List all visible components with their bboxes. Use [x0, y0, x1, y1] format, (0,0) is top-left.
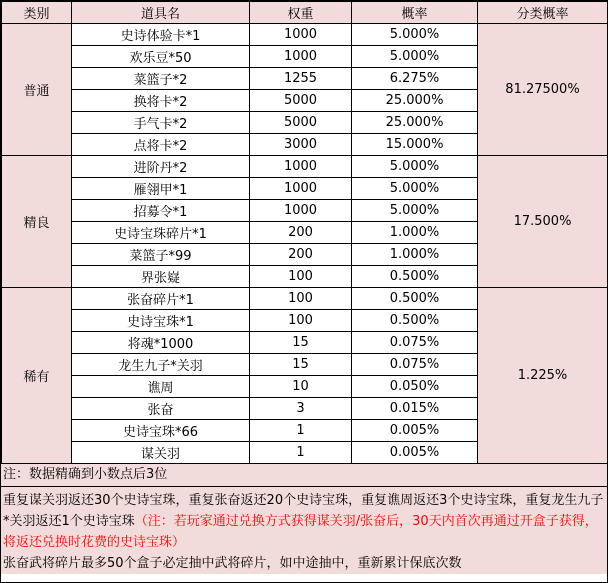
rate-cell: 5.000% [352, 178, 478, 200]
weight-cell: 100 [250, 310, 352, 332]
rate-cell: 0.500% [352, 266, 478, 288]
weight-cell: 5000 [250, 112, 352, 134]
header-group-probability: 分类概率 [478, 2, 608, 24]
rate-cell: 5.000% [352, 24, 478, 46]
item-name-cell: 谯周 [72, 376, 250, 398]
item-name-cell: 菜篮子*99 [72, 244, 250, 266]
exchange-return-note: （注：若玩家通过兑换方式获得谋关羽/张奋后，30天内首次再通过开盒子获得，将返还兑换时花费的史诗宝珠） [3, 514, 598, 550]
item-name-cell: 招募令*1 [72, 200, 250, 222]
rate-cell: 0.050% [352, 376, 478, 398]
rate-cell: 25.000% [352, 90, 478, 112]
header-weight: 权重 [250, 2, 352, 24]
item-name-cell: 龙生九子*关羽 [72, 354, 250, 376]
item-name-cell: 欢乐豆*50 [72, 46, 250, 68]
item-name-cell: 张奋 [72, 398, 250, 420]
weight-cell: 3 [250, 398, 352, 420]
rate-cell: 5.000% [352, 46, 478, 68]
header-row [2, 2, 608, 24]
weight-cell: 100 [250, 266, 352, 288]
item-name-cell: 点将卡*2 [72, 134, 250, 156]
rate-cell: 15.000% [352, 134, 478, 156]
item-name-cell: 史诗宝珠*1 [72, 310, 250, 332]
table-row [2, 24, 608, 46]
item-name-cell: 手气卡*2 [72, 112, 250, 134]
item-name-cell: 界张嶷 [72, 266, 250, 288]
pity-rule-text: 张奋武将碎片最多50个盒子必定抽中武将碎片，如中途抽中，重新累计保底次数 [3, 556, 462, 571]
rate-cell: 1.000% [352, 244, 478, 266]
table-body [2, 24, 608, 464]
weight-cell: 1000 [250, 156, 352, 178]
rate-cell: 0.075% [352, 354, 478, 376]
rate-cell: 0.005% [352, 442, 478, 464]
rate-cell: 1.000% [352, 222, 478, 244]
group-rate-cell: 17.500% [478, 156, 608, 288]
weight-cell: 1000 [250, 46, 352, 68]
header-probability: 概率 [352, 2, 478, 24]
weight-cell: 100 [250, 288, 352, 310]
item-name-cell: 谋关羽 [72, 442, 250, 464]
item-name-cell: 进阶丹*2 [72, 156, 250, 178]
item-name-cell: 史诗宝珠*66 [72, 420, 250, 442]
rate-cell: 6.275% [352, 68, 478, 90]
weight-cell: 1000 [250, 24, 352, 46]
weight-cell: 1000 [250, 200, 352, 222]
rate-cell: 0.075% [352, 332, 478, 354]
rules-description [1, 487, 607, 574]
weight-cell: 15 [250, 332, 352, 354]
item-name-cell: 史诗宝珠碎片*1 [72, 222, 250, 244]
category-cell: 稀有 [2, 288, 72, 464]
weight-cell: 200 [250, 244, 352, 266]
item-name-cell: 史诗体验卡*1 [72, 24, 250, 46]
rate-cell: 5.000% [352, 200, 478, 222]
rate-cell: 0.500% [352, 310, 478, 332]
rate-cell: 25.000% [352, 112, 478, 134]
header-category: 类别 [2, 2, 72, 24]
table-row [2, 156, 608, 178]
rate-cell: 0.005% [352, 420, 478, 442]
weight-cell: 1 [250, 420, 352, 442]
weight-cell: 15 [250, 354, 352, 376]
weight-cell: 5000 [250, 90, 352, 112]
weight-cell: 200 [250, 222, 352, 244]
weight-cell: 3000 [250, 134, 352, 156]
item-name-cell: 雁翎甲*1 [72, 178, 250, 200]
item-name-cell: 张奋碎片*1 [72, 288, 250, 310]
item-name-cell: 菜篮子*2 [72, 68, 250, 90]
category-cell: 普通 [2, 24, 72, 156]
precision-note: 注：数据精确到小数点后3位 [1, 464, 607, 487]
weight-cell: 10 [250, 376, 352, 398]
group-rate-cell: 1.225% [478, 288, 608, 464]
table-row [2, 288, 608, 310]
weight-cell: 1 [250, 442, 352, 464]
rate-cell: 0.500% [352, 288, 478, 310]
rate-cell: 0.015% [352, 398, 478, 420]
weight-cell: 1255 [250, 68, 352, 90]
header-item-name: 道具名 [72, 2, 250, 24]
return-rule-text: 重复谋关羽返还30个史诗宝珠，重复张奋返还20个史诗宝珠，重复谯周返还3个史诗宝珠，重复龙生九子*关羽返还1个史诗宝珠 [3, 493, 604, 529]
probability-table [1, 1, 608, 464]
group-rate-cell: 81.27500% [478, 24, 608, 156]
item-name-cell: 将魂*1000 [72, 332, 250, 354]
weight-cell: 1000 [250, 178, 352, 200]
rate-cell: 5.000% [352, 156, 478, 178]
category-cell: 精良 [2, 156, 72, 288]
item-name-cell: 换将卡*2 [72, 90, 250, 112]
